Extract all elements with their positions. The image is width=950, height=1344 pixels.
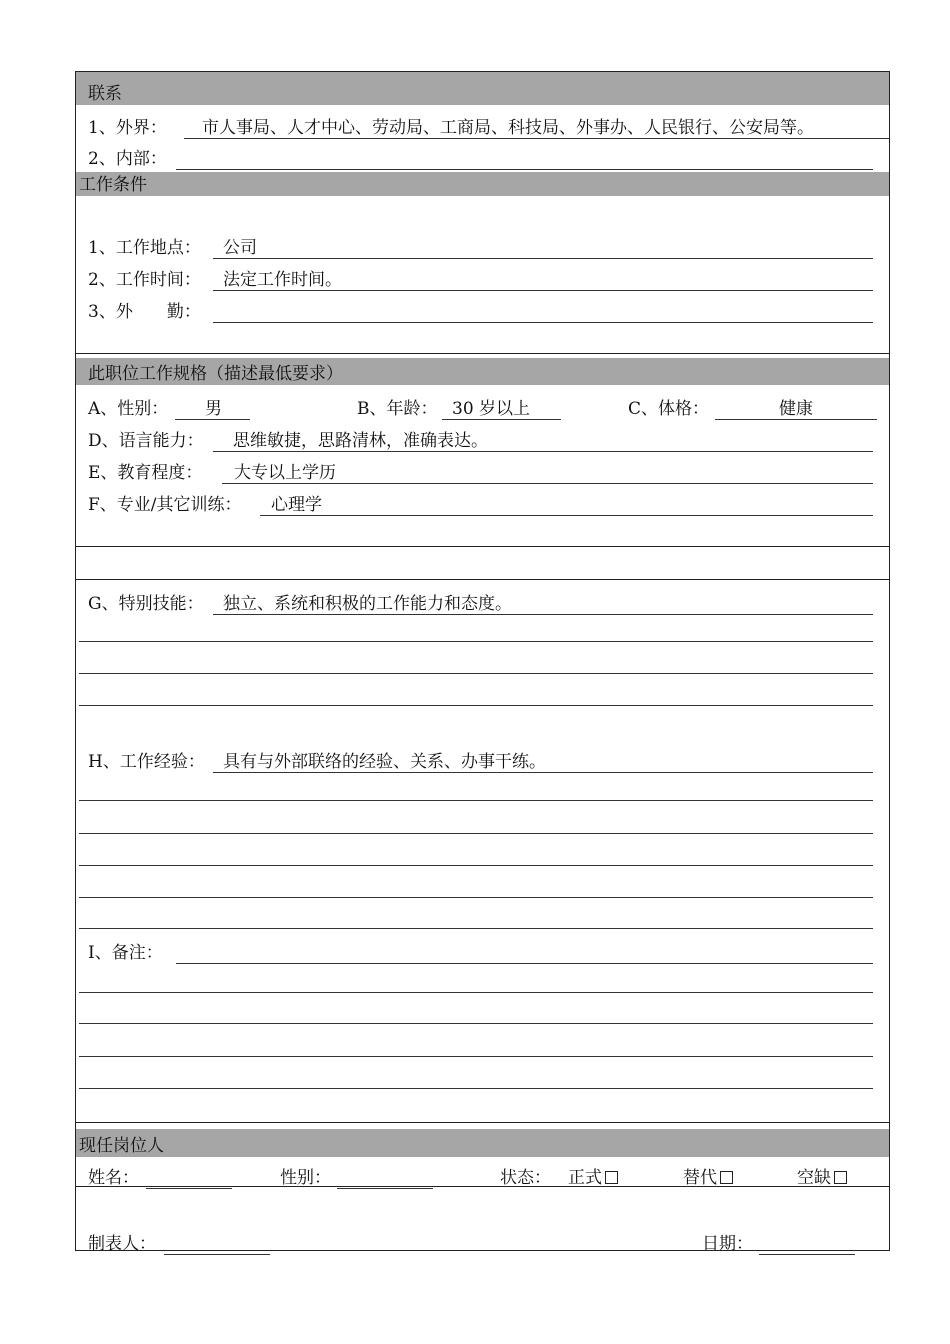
experience-value: 具有与外部联络的经验、关系、办事干练。 bbox=[213, 752, 873, 773]
work-time-label: 2、工作时间： bbox=[88, 270, 201, 290]
name-label: 姓名： bbox=[88, 1168, 139, 1188]
section-title: 此职位工作规格（描述最低要求） bbox=[88, 364, 343, 384]
preparer-field[interactable] bbox=[164, 1234, 270, 1255]
divider bbox=[76, 353, 889, 354]
gender-label: A、性别： bbox=[88, 399, 169, 419]
section-title: 工作条件 bbox=[79, 175, 147, 195]
field-work-label: 3、外 勤： bbox=[88, 302, 201, 322]
blank-line bbox=[79, 1088, 873, 1089]
work-location-label: 1、工作地点： bbox=[88, 238, 201, 258]
physique-label: C、体格： bbox=[628, 399, 710, 419]
special-skills-label: G、特别技能： bbox=[88, 594, 204, 614]
field-work-value bbox=[213, 302, 873, 323]
work-location-value: 公司 bbox=[213, 238, 873, 259]
gender-value: 男 bbox=[175, 399, 250, 420]
section-header-contacts bbox=[76, 72, 889, 105]
checkbox-icon[interactable] bbox=[720, 1171, 733, 1184]
incumbent-gender-field[interactable] bbox=[337, 1168, 433, 1189]
preparer-label: 制表人： bbox=[88, 1234, 156, 1254]
blank-line bbox=[79, 800, 873, 801]
section-header-incumbent bbox=[76, 1129, 889, 1157]
status-label: 状态： bbox=[500, 1168, 551, 1188]
status-option-formal[interactable]: 正式 bbox=[568, 1168, 618, 1188]
blank-line bbox=[79, 865, 873, 866]
physique-value: 健康 bbox=[715, 399, 877, 420]
section-title: 联系 bbox=[88, 84, 122, 104]
external-contacts-value: 市人事局、人才中心、劳动局、工商局、科技局、外事办、人民银行、公安局等。 bbox=[184, 118, 890, 139]
language-label: D、语言能力： bbox=[88, 431, 204, 451]
section-title: 现任岗位人 bbox=[79, 1136, 164, 1156]
divider bbox=[76, 1122, 889, 1123]
internal-contacts-label: 2、内部： bbox=[88, 149, 167, 169]
remarks-value bbox=[176, 943, 873, 964]
blank-line bbox=[79, 1056, 873, 1057]
checkbox-icon[interactable] bbox=[605, 1171, 618, 1184]
major-label: F、专业/其它训练： bbox=[88, 495, 242, 515]
age-label: B、年龄： bbox=[357, 399, 438, 419]
blank-line bbox=[79, 673, 873, 674]
blank-line bbox=[79, 928, 873, 929]
education-label: E、教育程度： bbox=[88, 463, 203, 483]
experience-label: H、工作经验： bbox=[88, 752, 205, 772]
status-option-substitute[interactable]: 替代 bbox=[683, 1168, 733, 1188]
work-time-value: 法定工作时间。 bbox=[213, 270, 873, 291]
education-value: 大专以上学历 bbox=[222, 463, 873, 484]
divider bbox=[76, 546, 889, 547]
major-value: 心理学 bbox=[260, 495, 873, 516]
blank-line bbox=[79, 833, 873, 834]
blank-line bbox=[79, 641, 873, 642]
blank-line bbox=[79, 705, 873, 706]
name-field[interactable] bbox=[146, 1168, 232, 1189]
external-contacts-label: 1、外界： bbox=[88, 118, 167, 138]
internal-contacts-value bbox=[176, 149, 873, 170]
section-header-specifications bbox=[76, 358, 889, 385]
date-label: 日期： bbox=[702, 1234, 753, 1254]
section-header-work-conditions bbox=[76, 172, 889, 196]
blank-line bbox=[79, 1023, 873, 1024]
date-field[interactable] bbox=[759, 1234, 855, 1255]
language-value: 思维敏捷，思路清林，准确表达。 bbox=[213, 431, 873, 452]
divider bbox=[76, 579, 889, 580]
status-option-vacant[interactable]: 空缺 bbox=[797, 1168, 847, 1188]
age-value: 30 岁以上 bbox=[442, 399, 561, 420]
blank-line bbox=[79, 992, 873, 993]
incumbent-gender-label: 性别： bbox=[280, 1168, 331, 1188]
checkbox-icon[interactable] bbox=[834, 1171, 847, 1184]
special-skills-value: 独立、系统和积极的工作能力和态度。 bbox=[213, 594, 873, 615]
blank-line bbox=[79, 897, 873, 898]
remarks-label: I、备注： bbox=[88, 943, 163, 963]
job-description-form bbox=[75, 71, 890, 1254]
